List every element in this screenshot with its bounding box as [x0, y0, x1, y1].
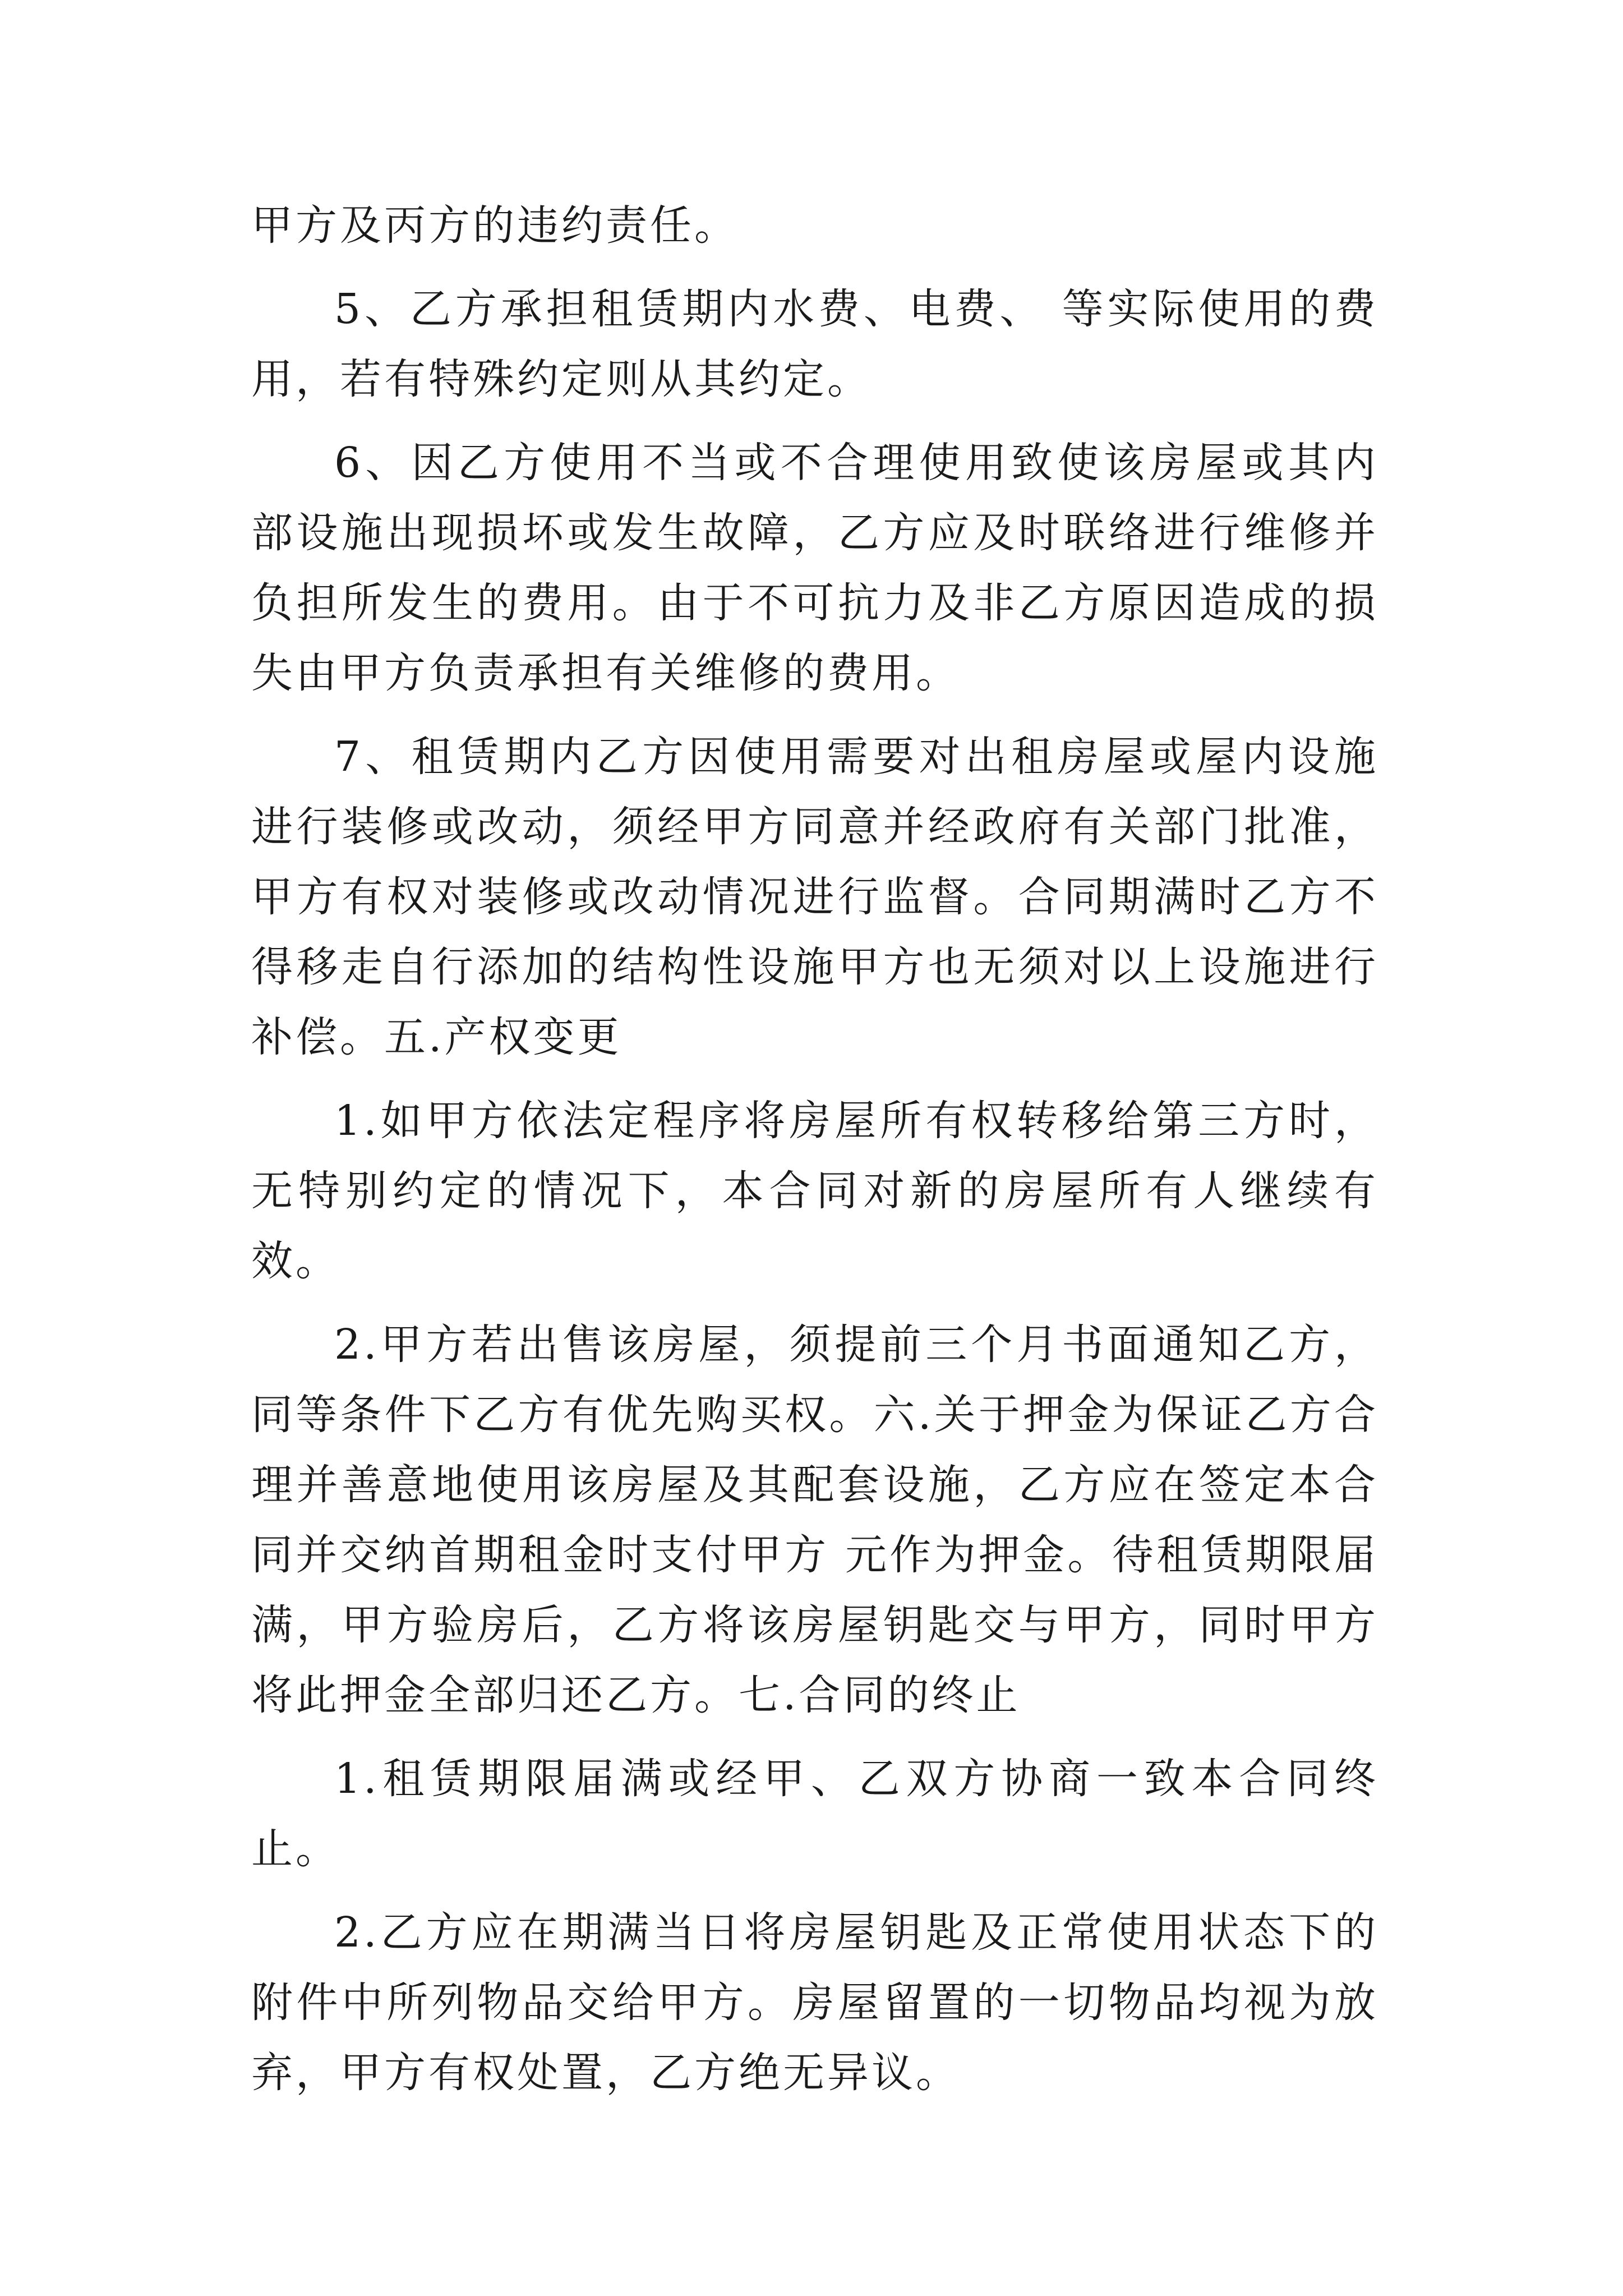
- paragraph-termination-1: 1.租赁期限届满或经甲、乙双方协商一致本合同终止。: [251, 1755, 1378, 1873]
- paragraph-clause-5: 5、乙方承担租赁期内水费、电费、 等实际使用的费用，若有特殊约定则从其约定。: [251, 285, 1378, 403]
- paragraph-breach-liability: 甲方及丙方的违约责任。: [251, 201, 739, 250]
- paragraph-clause-7: 7、租赁期内乙方因使用需要对出租房屋或屋内设施进行装修或改动，须经甲方同意并经政府有关部门批准，甲方有权对装修或改动情况进行监督。合同期满时乙方不得移走自行添加的结构性设施甲方也无须对以上设施进行补偿。五.产权变更: [251, 733, 1378, 1061]
- paragraph-ownership-1: 1.如甲方依法定程序将房屋所有权转移给第三方时，无特别约定的情况下，本合同对新的房屋所有人继续有效。: [251, 1097, 1378, 1285]
- paragraph-clause-6: 6、因乙方使用不当或不合理使用致使该房屋或其内部设施出现损坏或发生故障，乙方应及时联络进行维修并负担所发生的费用。由于不可抗力及非乙方原因造成的损失由甲方负责承担有关维修的费用。: [251, 439, 1378, 697]
- paragraph-ownership-2: 2.甲方若出售该房屋，须提前三个月书面通知乙方，同等条件下乙方有优先购买权。六.关于押金为保证乙方合理并善意地使用该房屋及其配套设施，乙方应在签定本合同并交纳首期租金时支付甲方 元作为押金。待租赁期限届满，甲方验房后，乙方将该房屋钥匙交与甲方，同时甲方将此押金全部归还乙方。七.合同的终止: [251, 1320, 1378, 1719]
- paragraph-termination-2: 2.乙方应在期满当日将房屋钥匙及正常使用状态下的附件中所列物品交给甲方。房屋留置的一切物品均视为放弃，甲方有权处置，乙方绝无异议。: [251, 1908, 1378, 2097]
- document-body: [251, 191, 1378, 2122]
